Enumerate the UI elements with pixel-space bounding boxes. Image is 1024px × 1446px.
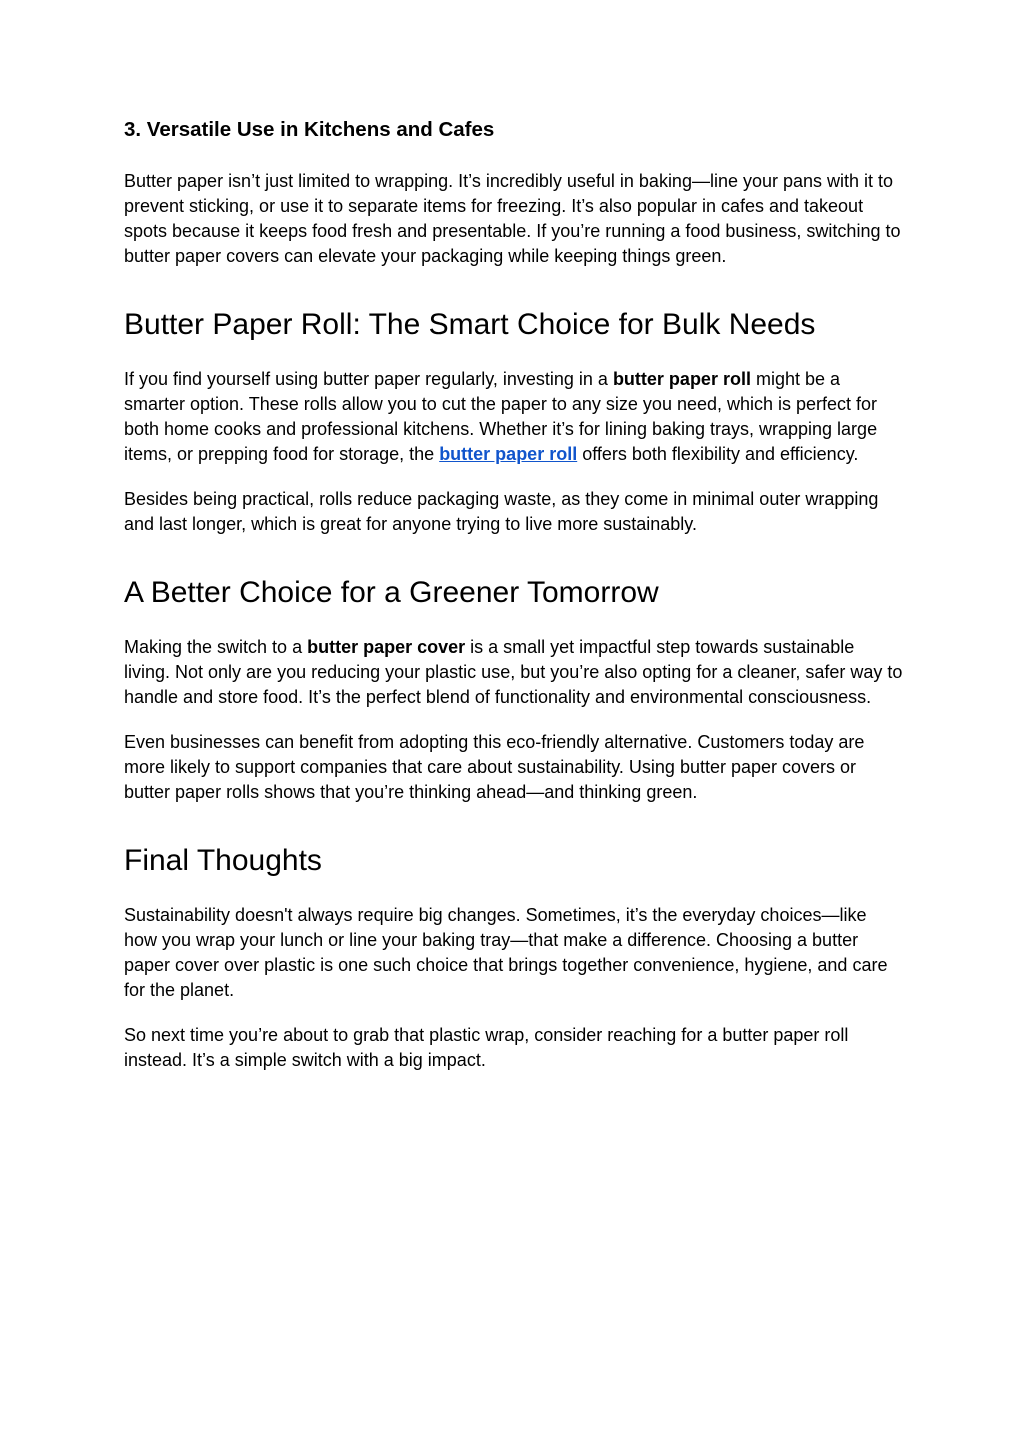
paragraph-next-time: So next time you’re about to grab that plastic wrap, consider reaching for a butter paper roll instead. It’s a simple switch with a big impact. xyxy=(124,1024,849,1070)
paragraph-text: is a small yet impactful step towards sustainable living. Not only are you reducing your plastic use, but you’re also opting for a cleaner, safer way to handle and store food. It’s the perfect blend of functionality and environmental consciousness. xyxy=(124,636,903,707)
butter-paper-roll-link[interactable]: butter paper roll xyxy=(439,443,578,464)
document-page xyxy=(124,118,904,1093)
paragraph-text: offers both flexibility and efficiency. xyxy=(577,443,859,464)
bold-keyword: butter paper cover xyxy=(307,636,466,657)
subheading-versatile-use: 3. Versatile Use in Kitchens and Cafes xyxy=(124,118,495,141)
heading-butter-paper-roll: Butter Paper Roll: The Smart Choice for Bulk Needs xyxy=(124,307,816,341)
paragraph-switch-cover xyxy=(124,635,904,710)
bold-keyword: butter paper roll xyxy=(612,368,751,389)
paragraph-versatile-use: Butter paper isn’t just limited to wrapping. It’s incredibly useful in baking—line your pans with it to prevent sticking, or use it to separate items for freezing. It’s also popular in cafes and takeout spots because it keeps food fresh and presentable. If you’re running a food business, switching to butter paper covers can elevate your packaging while keeping things green. xyxy=(124,170,901,266)
paragraph-businesses: Even businesses can benefit from adopting this eco-friendly alternative. Customers today are more likely to support companies that care about sustainability. Using butter paper covers or butter paper rolls shows that you’re thinking ahead—and thinking green. xyxy=(124,731,865,802)
paragraph-sustainability: Sustainability doesn't always require big changes. Sometimes, it’s the everyday choices—like how you wrap your lunch or line your baking tray—that make a difference. Choosing a butter paper cover over plastic is one such choice that brings together convenience, hygiene, and care for the planet. xyxy=(124,904,888,1000)
paragraph-text: If you find yourself using butter paper regularly, investing in a xyxy=(124,368,613,389)
paragraph-text: might be a smarter option. These rolls allow you to cut the paper to any size you need, which is perfect for both home cooks and professional kitchens. Whether it’s for lining baking trays, wrapping large items, or prepping food for storage, the xyxy=(124,368,878,464)
heading-greener-tomorrow: A Better Choice for a Greener Tomorrow xyxy=(124,575,659,609)
paragraph-text: Making the switch to a xyxy=(124,636,308,657)
heading-final-thoughts: Final Thoughts xyxy=(124,843,322,877)
paragraph-roll-intro xyxy=(124,367,904,467)
paragraph-roll-waste: Besides being practical, rolls reduce packaging waste, as they come in minimal outer wrapping and last longer, which is great for anyone trying to live more sustainably. xyxy=(124,488,879,534)
